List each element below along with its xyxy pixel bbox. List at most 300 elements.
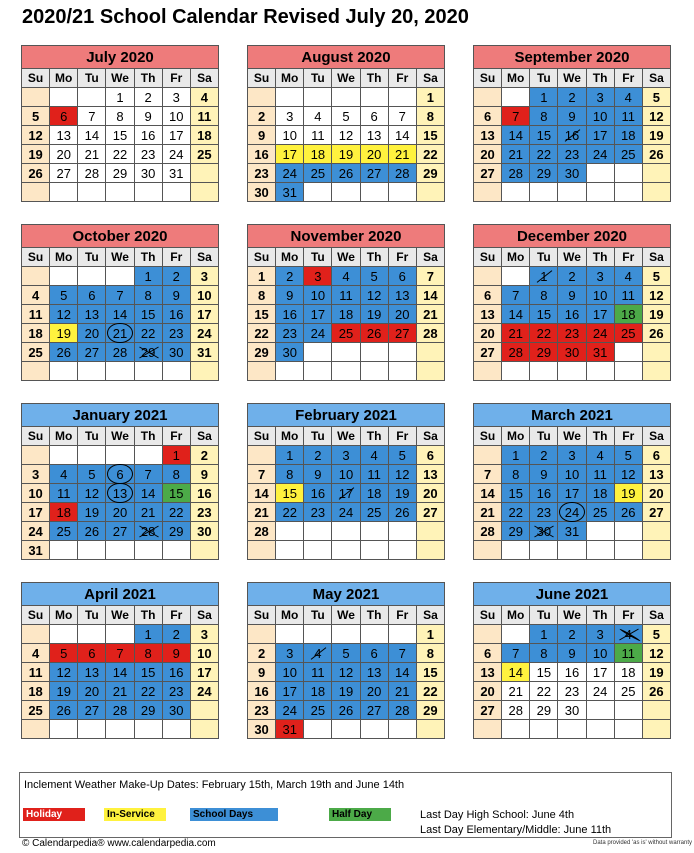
day-cell: 1	[135, 267, 163, 286]
day-cell: 25	[50, 522, 78, 541]
empty-cell	[417, 343, 445, 362]
day-cell: 4	[22, 644, 50, 663]
day-cell: 2	[276, 267, 304, 286]
day-cell: 30	[163, 701, 191, 720]
day-cell: 19	[361, 305, 389, 324]
weekday-header: Sa	[417, 606, 445, 625]
day-cell: 29	[248, 343, 276, 362]
day-cell: 26	[22, 164, 50, 183]
day-cell: 26	[50, 701, 78, 720]
day-cell: 19	[78, 503, 106, 522]
month-title: November 2020	[247, 224, 445, 247]
day-cell: 19	[332, 145, 360, 164]
day-cell: 14	[502, 663, 530, 682]
empty-cell	[587, 720, 615, 739]
day-cell: 22	[135, 682, 163, 701]
day-cell: 9	[248, 126, 276, 145]
empty-cell	[50, 88, 78, 107]
empty-cell	[474, 541, 502, 560]
day-cell: 17	[332, 484, 360, 503]
day-cell: 28	[389, 701, 417, 720]
weekday-header: Tu	[78, 606, 106, 625]
empty-cell	[389, 522, 417, 541]
empty-cell	[191, 720, 219, 739]
day-cell: 6	[474, 107, 502, 126]
empty-cell	[22, 625, 50, 644]
day-cell: 11	[22, 663, 50, 682]
day-cell: 21	[135, 503, 163, 522]
weekday-header: Sa	[191, 248, 219, 267]
empty-cell	[22, 267, 50, 286]
day-cell: 15	[530, 305, 558, 324]
day-cell: 6	[50, 107, 78, 126]
day-cell: 25	[615, 682, 643, 701]
empty-cell	[643, 701, 671, 720]
day-cell: 16	[248, 145, 276, 164]
day-cell: 13	[106, 484, 134, 503]
month-calendar	[473, 45, 671, 202]
day-cell: 31	[587, 343, 615, 362]
weekday-header: Tu	[78, 248, 106, 267]
weekday-header: Th	[587, 606, 615, 625]
day-cell: 23	[248, 701, 276, 720]
day-cell: 8	[135, 286, 163, 305]
day-cell: 1	[417, 625, 445, 644]
month-grid	[21, 605, 219, 739]
empty-cell	[106, 183, 134, 202]
day-cell: 14	[135, 484, 163, 503]
empty-cell	[474, 362, 502, 381]
month-title: May 2021	[247, 582, 445, 605]
empty-cell	[332, 522, 360, 541]
empty-cell	[389, 183, 417, 202]
empty-cell	[502, 267, 530, 286]
empty-cell	[361, 362, 389, 381]
empty-cell	[474, 625, 502, 644]
empty-cell	[276, 541, 304, 560]
day-cell: 17	[276, 682, 304, 701]
day-cell: 12	[643, 286, 671, 305]
weekday-header: We	[106, 69, 134, 88]
weekday-header: Sa	[643, 248, 671, 267]
empty-cell	[643, 541, 671, 560]
day-cell: 6	[106, 465, 134, 484]
empty-cell	[78, 88, 106, 107]
day-cell: 24	[587, 145, 615, 164]
empty-cell	[361, 88, 389, 107]
day-cell: 21	[502, 324, 530, 343]
day-cell: 10	[558, 465, 586, 484]
month-title: October 2020	[21, 224, 219, 247]
day-cell: 21	[248, 503, 276, 522]
day-cell: 19	[22, 145, 50, 164]
day-cell: 23	[191, 503, 219, 522]
day-cell: 28	[135, 522, 163, 541]
empty-cell	[50, 625, 78, 644]
day-cell: 20	[474, 145, 502, 164]
empty-cell	[361, 183, 389, 202]
day-cell: 24	[304, 324, 332, 343]
day-cell: 9	[248, 663, 276, 682]
day-cell: 6	[474, 286, 502, 305]
day-cell: 23	[558, 324, 586, 343]
empty-cell	[474, 88, 502, 107]
empty-cell	[50, 720, 78, 739]
empty-cell	[643, 343, 671, 362]
day-cell: 22	[417, 145, 445, 164]
empty-cell	[78, 720, 106, 739]
day-cell: 16	[558, 663, 586, 682]
day-cell: 17	[163, 126, 191, 145]
day-cell: 28	[502, 701, 530, 720]
day-cell: 6	[361, 644, 389, 663]
day-cell: 11	[615, 286, 643, 305]
day-cell: 8	[106, 107, 134, 126]
month-title: September 2020	[473, 45, 671, 68]
empty-cell	[50, 267, 78, 286]
day-cell: 8	[530, 644, 558, 663]
day-cell: 1	[248, 267, 276, 286]
day-cell: 10	[22, 484, 50, 503]
day-cell: 4	[191, 88, 219, 107]
weekday-header: Su	[248, 427, 276, 446]
copyright: © Calendarpedia® www.calendarpedia.com	[22, 838, 216, 849]
empty-cell	[587, 701, 615, 720]
day-cell: 2	[304, 446, 332, 465]
empty-cell	[474, 720, 502, 739]
day-cell: 31	[276, 720, 304, 739]
day-cell: 10	[587, 644, 615, 663]
month-calendar	[473, 224, 671, 381]
weekday-header: Tu	[304, 606, 332, 625]
empty-cell	[474, 267, 502, 286]
day-cell: 25	[22, 701, 50, 720]
empty-cell	[587, 183, 615, 202]
day-cell: 26	[643, 682, 671, 701]
day-cell: 26	[332, 701, 360, 720]
day-cell: 2	[558, 625, 586, 644]
day-cell: 7	[106, 644, 134, 663]
day-cell: 20	[361, 682, 389, 701]
day-cell: 6	[78, 286, 106, 305]
weekday-header: We	[558, 606, 586, 625]
empty-cell	[304, 362, 332, 381]
month-grid	[247, 426, 445, 560]
weekday-header: We	[558, 69, 586, 88]
day-cell: 2	[163, 625, 191, 644]
day-cell: 12	[332, 126, 360, 145]
day-cell: 23	[558, 145, 586, 164]
weekday-header: Th	[587, 427, 615, 446]
day-cell: 14	[502, 126, 530, 145]
weather-makeup-note: Inclement Weather Make-Up Dates: February 15th, March 19th and June 14th	[24, 779, 405, 791]
weekday-header: Th	[361, 248, 389, 267]
day-cell: 20	[474, 682, 502, 701]
weekday-header: Fr	[615, 248, 643, 267]
empty-cell	[587, 541, 615, 560]
empty-cell	[78, 625, 106, 644]
day-cell: 16	[163, 305, 191, 324]
day-cell: 21	[389, 682, 417, 701]
empty-cell	[530, 541, 558, 560]
empty-cell	[135, 720, 163, 739]
day-cell: 4	[50, 465, 78, 484]
day-cell: 18	[587, 484, 615, 503]
empty-cell	[615, 541, 643, 560]
empty-cell	[332, 362, 360, 381]
day-cell: 11	[615, 644, 643, 663]
legend-inservice: In-Service	[104, 808, 166, 821]
day-cell: 13	[474, 663, 502, 682]
day-cell: 25	[22, 343, 50, 362]
day-cell: 29	[530, 701, 558, 720]
weekday-header: Tu	[304, 69, 332, 88]
empty-cell	[558, 362, 586, 381]
day-cell: 15	[163, 484, 191, 503]
day-cell: 1	[163, 446, 191, 465]
empty-cell	[22, 362, 50, 381]
day-cell: 15	[530, 126, 558, 145]
day-cell: 5	[22, 107, 50, 126]
weekday-header: Su	[22, 69, 50, 88]
empty-cell	[361, 625, 389, 644]
day-cell: 28	[106, 343, 134, 362]
day-cell: 11	[361, 465, 389, 484]
day-cell: 26	[643, 324, 671, 343]
empty-cell	[474, 446, 502, 465]
day-cell: 2	[248, 107, 276, 126]
empty-cell	[643, 522, 671, 541]
month-title: February 2021	[247, 403, 445, 426]
day-cell: 10	[276, 126, 304, 145]
month-title: June 2021	[473, 582, 671, 605]
day-cell: 22	[106, 145, 134, 164]
day-cell: 25	[615, 145, 643, 164]
day-cell: 17	[587, 305, 615, 324]
day-cell: 1	[417, 88, 445, 107]
day-cell: 24	[191, 682, 219, 701]
day-cell: 9	[530, 465, 558, 484]
day-cell: 28	[502, 343, 530, 362]
day-cell: 22	[417, 682, 445, 701]
day-cell: 29	[417, 164, 445, 183]
day-cell: 2	[248, 644, 276, 663]
day-cell: 13	[361, 663, 389, 682]
weekday-header: Sa	[191, 606, 219, 625]
empty-cell	[22, 88, 50, 107]
day-cell: 20	[643, 484, 671, 503]
empty-cell	[389, 362, 417, 381]
empty-cell	[502, 362, 530, 381]
day-cell: 9	[558, 107, 586, 126]
month-grid	[473, 426, 671, 560]
empty-cell	[389, 720, 417, 739]
day-cell: 14	[389, 663, 417, 682]
legend-holiday: Holiday	[23, 808, 85, 821]
day-cell: 11	[304, 663, 332, 682]
empty-cell	[304, 625, 332, 644]
weekday-header: Fr	[163, 427, 191, 446]
empty-cell	[106, 362, 134, 381]
empty-cell	[106, 267, 134, 286]
month-calendar	[247, 224, 445, 381]
day-cell: 6	[643, 446, 671, 465]
day-cell: 1	[530, 267, 558, 286]
day-cell: 10	[191, 644, 219, 663]
day-cell: 9	[163, 644, 191, 663]
month-grid	[247, 247, 445, 381]
month-calendar	[247, 582, 445, 739]
empty-cell	[417, 541, 445, 560]
empty-cell	[78, 446, 106, 465]
weekday-header: Tu	[530, 248, 558, 267]
day-cell: 27	[474, 164, 502, 183]
weekday-header: Sa	[191, 69, 219, 88]
day-cell: 23	[304, 503, 332, 522]
day-cell: 3	[587, 625, 615, 644]
day-cell: 11	[587, 465, 615, 484]
empty-cell	[615, 183, 643, 202]
month-calendar	[21, 45, 219, 202]
month-title: April 2021	[21, 582, 219, 605]
empty-cell	[417, 720, 445, 739]
day-cell: 8	[502, 465, 530, 484]
month-calendar	[21, 403, 219, 560]
month-grid	[21, 68, 219, 202]
weekday-header: We	[332, 248, 360, 267]
weekday-header: Fr	[163, 69, 191, 88]
day-cell: 13	[78, 305, 106, 324]
day-cell: 30	[248, 720, 276, 739]
month-grid	[473, 605, 671, 739]
day-cell: 30	[248, 183, 276, 202]
weekday-header: Mo	[276, 606, 304, 625]
weekday-header: We	[106, 606, 134, 625]
empty-cell	[558, 541, 586, 560]
day-cell: 1	[502, 446, 530, 465]
day-cell: 17	[276, 145, 304, 164]
empty-cell	[191, 541, 219, 560]
day-cell: 27	[78, 701, 106, 720]
day-cell: 2	[558, 267, 586, 286]
day-cell: 29	[417, 701, 445, 720]
day-cell: 7	[389, 107, 417, 126]
weekday-header: Su	[22, 606, 50, 625]
day-cell: 25	[361, 503, 389, 522]
day-cell: 10	[587, 107, 615, 126]
empty-cell	[163, 362, 191, 381]
day-cell: 20	[474, 324, 502, 343]
empty-cell	[615, 164, 643, 183]
day-cell: 6	[361, 107, 389, 126]
empty-cell	[191, 362, 219, 381]
day-cell: 17	[587, 126, 615, 145]
day-cell: 31	[163, 164, 191, 183]
month-calendar	[21, 582, 219, 739]
weekday-header: Fr	[615, 427, 643, 446]
day-cell: 28	[389, 164, 417, 183]
weekday-header: Su	[474, 427, 502, 446]
empty-cell	[22, 183, 50, 202]
day-cell: 1	[530, 625, 558, 644]
empty-cell	[50, 183, 78, 202]
day-cell: 19	[643, 305, 671, 324]
weekday-header: Mo	[276, 248, 304, 267]
day-cell: 7	[502, 286, 530, 305]
day-cell: 16	[135, 126, 163, 145]
day-cell: 13	[78, 663, 106, 682]
day-cell: 5	[361, 267, 389, 286]
day-cell: 13	[389, 286, 417, 305]
day-cell: 14	[248, 484, 276, 503]
empty-cell	[304, 343, 332, 362]
weekday-header: Fr	[389, 606, 417, 625]
day-cell: 18	[22, 682, 50, 701]
day-cell: 16	[248, 682, 276, 701]
day-cell: 12	[50, 305, 78, 324]
day-cell: 10	[587, 286, 615, 305]
day-cell: 20	[389, 305, 417, 324]
day-cell: 24	[191, 324, 219, 343]
day-cell: 3	[304, 267, 332, 286]
month-grid	[473, 247, 671, 381]
empty-cell	[332, 183, 360, 202]
day-cell: 10	[276, 663, 304, 682]
disclaimer: Data provided 'as is' without warranty	[592, 840, 692, 846]
empty-cell	[22, 446, 50, 465]
month-title: August 2020	[247, 45, 445, 68]
day-cell: 30	[558, 343, 586, 362]
weekday-header: Th	[361, 427, 389, 446]
month-grid	[21, 247, 219, 381]
month-grid	[247, 605, 445, 739]
empty-cell	[106, 446, 134, 465]
day-cell: 23	[135, 145, 163, 164]
empty-cell	[78, 267, 106, 286]
month-title: January 2021	[21, 403, 219, 426]
empty-cell	[276, 625, 304, 644]
month-grid	[21, 426, 219, 560]
empty-cell	[248, 625, 276, 644]
day-cell: 2	[135, 88, 163, 107]
empty-cell	[332, 625, 360, 644]
day-cell: 18	[304, 682, 332, 701]
day-cell: 7	[417, 267, 445, 286]
day-cell: 27	[389, 324, 417, 343]
day-cell: 14	[417, 286, 445, 305]
day-cell: 19	[643, 126, 671, 145]
empty-cell	[106, 720, 134, 739]
day-cell: 16	[276, 305, 304, 324]
day-cell: 8	[248, 286, 276, 305]
day-cell: 18	[615, 126, 643, 145]
day-cell: 5	[50, 286, 78, 305]
day-cell: 14	[389, 126, 417, 145]
day-cell: 19	[615, 484, 643, 503]
weekday-header: We	[558, 427, 586, 446]
day-cell: 21	[106, 324, 134, 343]
weekday-header: Su	[22, 248, 50, 267]
day-cell: 14	[474, 484, 502, 503]
day-cell: 6	[417, 446, 445, 465]
weekday-header: Tu	[304, 427, 332, 446]
day-cell: 16	[304, 484, 332, 503]
empty-cell	[502, 183, 530, 202]
empty-cell	[135, 446, 163, 465]
weekday-header: Fr	[389, 69, 417, 88]
day-cell: 18	[50, 503, 78, 522]
day-cell: 3	[163, 88, 191, 107]
